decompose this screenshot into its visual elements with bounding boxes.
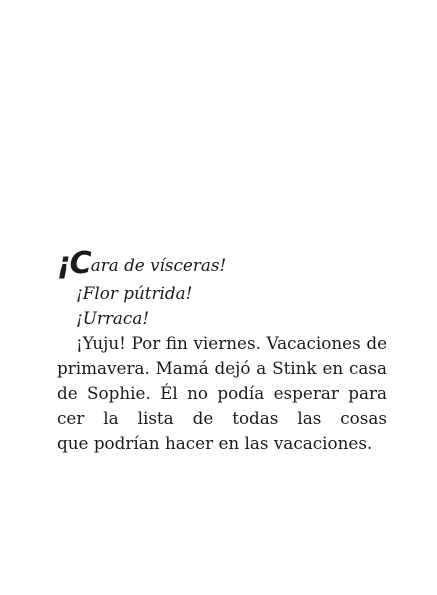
paragraph-line-3	[57, 381, 387, 406]
paragraph-line-1	[57, 331, 387, 356]
exclamation-line-2: ¡Flor pútrida!	[76, 283, 193, 303]
paragraph-line-2-text: primavera. Mamá dejó a Stink en casa	[57, 358, 387, 378]
paragraph-line-4	[57, 406, 387, 431]
page-text-block	[57, 247, 387, 456]
paragraph-line-3-text: de Sophie. Él no podía esperar para	[57, 383, 387, 403]
exclamation-line-3: ¡Urraca!	[76, 308, 150, 328]
paragraph-line-2	[57, 356, 387, 381]
opening-line-text: ara de vísceras!	[90, 255, 227, 275]
drop-cap: ¡C	[57, 246, 91, 281]
opening-line	[57, 247, 387, 281]
paragraph-line-4-text: cer la lista de todas las cosas	[57, 408, 387, 428]
paragraph-line-1-text: ¡Yuju! Por fin viernes. Vacaciones de	[76, 333, 387, 353]
paragraph-line-5: que podrían hacer en las vacaciones.	[57, 433, 373, 453]
